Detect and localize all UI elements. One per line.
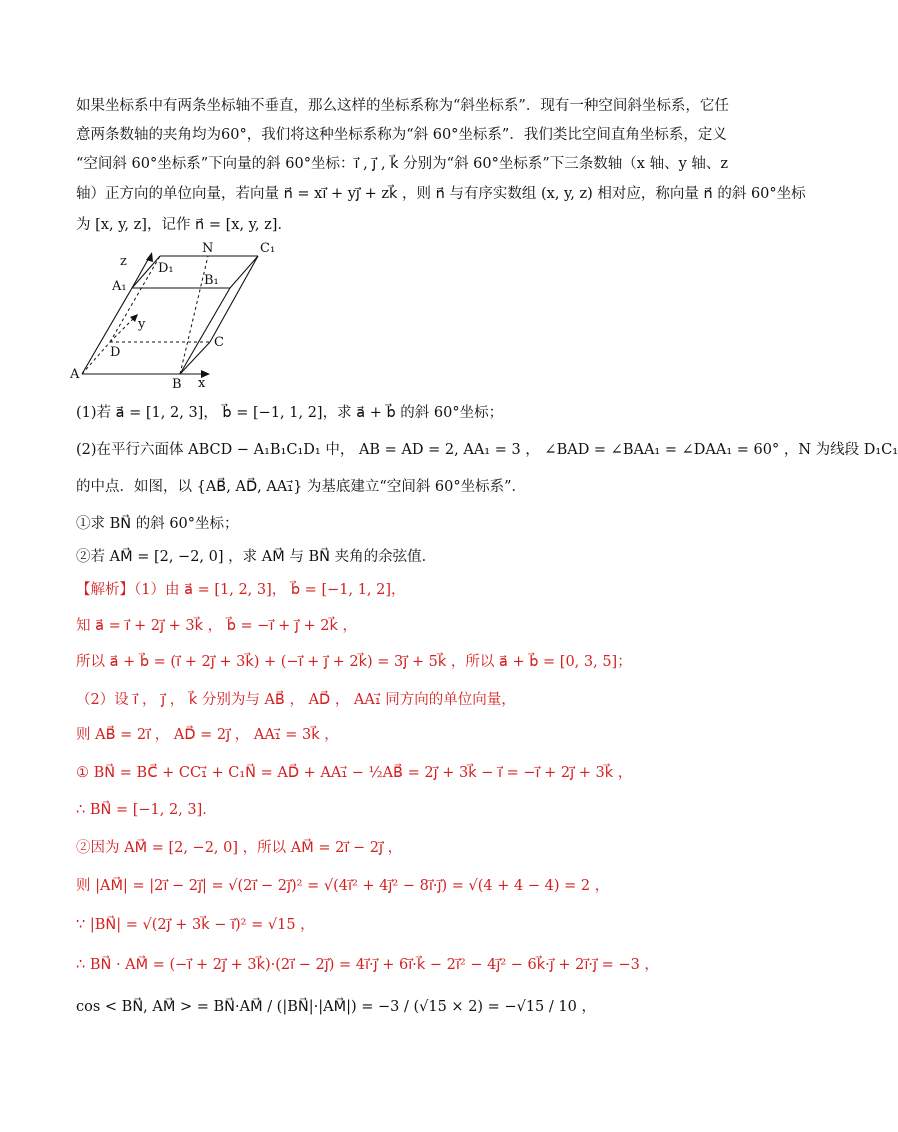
y-axis (110, 318, 134, 342)
parallelepiped-diagram (60, 238, 300, 392)
label-C: C (214, 335, 224, 350)
solution-label: 【解析】 (76, 582, 134, 598)
edge-B1C1 (230, 256, 258, 288)
label-D: D (110, 345, 121, 360)
label-z: z (120, 254, 127, 269)
solution-line-3: 所以 a⃗ + b⃗ = (i⃗ + 2j⃗ + 3k⃗) + (−i⃗ + j⃗ + 2k⃗) = 3j⃗ + 5k⃗ ，所以 a⃗ + b⃗ = [0, 3, 5]； (76, 654, 632, 670)
label-A1: A₁ (112, 279, 127, 294)
question-2-part-2: ②若 AM⃗ = [2, −2, 0] ，求 AM⃗ 与 BN⃗ 夹角的余弦值． (76, 549, 437, 565)
intro-line-2: 意两条数轴的夹角均为60°，我们将这种坐标系称为“斜 60°坐标系”．我们类比空间直角坐标系，定义 (76, 127, 727, 143)
question-2-line-2: 的中点．如图，以 {AB⃗, AD⃗, AA₁⃗} 为基底建立“空间斜 60°坐标系”． (76, 479, 527, 495)
label-A: A (70, 367, 80, 382)
label-x: x (198, 376, 206, 391)
solution-line-9: 则 |AM⃗| = |2i⃗ − 2j⃗| = √(2i⃗ − 2j⃗)² = √(4i⃗² + 4j⃗² − 8i⃗·j⃗) = √(4 + 4 − 4) = 2 ， (76, 878, 610, 894)
solution-line-11: ∴ BN⃗ · AM⃗ = (−i⃗ + 2j⃗ + 3k⃗)·(2i⃗ − 2j⃗) = 4i⃗·j⃗ + 6i⃗·k⃗ − 2i⃗² − 4j⃗² − 6k⃗·j⃗ + 2i⃗·j⃗ = −3 ， (76, 957, 659, 973)
intro-line-5: 为 [x, y, z]，记作 n⃗ = [x, y, z]． (76, 217, 292, 233)
edge-AA1 (82, 288, 132, 374)
label-D1: D₁ (158, 261, 174, 276)
edge-A1D1 (132, 256, 160, 288)
question-2-part-1: ①求 BN⃗ 的斜 60°坐标； (76, 516, 239, 532)
solution-line-4: （2）设 i⃗ ， j⃗ ， k⃗ 分别为与 AB⃗ ， AD⃗ ， AA₁⃗ 同方向的单位向量， (76, 692, 516, 708)
edge-AD (82, 342, 110, 374)
question-1: (1)若 a⃗ = [1, 2, 3]， b⃗ = [−1, 1, 2]，求 a⃗ + b⃗ 的斜 60°坐标； (76, 405, 504, 421)
label-N: N (202, 241, 214, 256)
label-C1: C₁ (260, 241, 276, 256)
label-B1: B₁ (204, 273, 219, 288)
y-arrowhead (130, 314, 138, 322)
solution-step-1: （1）由 a⃗ = [1, 2, 3]， b⃗ = [−1, 1, 2]， (134, 582, 406, 598)
edge-DD1 (110, 256, 160, 342)
edge-BC (180, 342, 210, 374)
solution-line-5: 则 AB⃗ = 2i⃗ ， AD⃗ = 2j⃗ ， AA₁⃗ = 3k⃗ ， (76, 727, 339, 743)
solution-line-8: ②因为 AM⃗ = [2, −2, 0] ，所以 AM⃗ = 2i⃗ − 2j⃗ ， (76, 840, 403, 856)
solution-line-10: ∵ |BN⃗| = √(2j⃗ + 3k⃗ − i⃗)² = √15 ， (76, 917, 315, 933)
label-y: y (138, 317, 146, 332)
solution-line-12: cos < BN⃗, AM⃗ > = BN⃗·AM⃗ / (|BN⃗|·|AM⃗|) = −3 / (√15 × 2) = −√15 / 10 ， (76, 999, 596, 1015)
intro-line-1: 如果坐标系中有两条坐标轴不垂直，那么这样的坐标系称为“斜坐标系”．现有一种空间斜坐标系，它任 (76, 98, 729, 114)
solution-line-2: 知 a⃗ = i⃗ + 2j⃗ + 3k⃗ ， b⃗ = −i⃗ + j⃗ + 2k⃗ ， (76, 618, 357, 634)
edge-BB1 (180, 288, 230, 374)
solution-line-7: ∴ BN⃗ = [−1, 2, 3]． (76, 802, 217, 818)
label-B: B (172, 377, 182, 392)
solution-line-6: ① BN⃗ = BC⃗ + CC₁⃗ + C₁N⃗ = AD⃗ + AA₁⃗ − ½AB⃗ = 2j⃗ + 3k⃗ − i⃗ = −i⃗ + 2j⃗ + 3k⃗ ， (76, 765, 633, 781)
intro-line-3: “空间斜 60°坐标系”下向量的斜 60°坐标：i⃗ , j⃗ , k⃗ 分别为“斜 60°坐标系”下三条数轴（x 轴、y 轴、z (76, 156, 729, 172)
edge-CC1 (210, 256, 258, 342)
question-2-line-1: (2)在平行六面体 ABCD − A₁B₁C₁D₁ 中， AB = AD = 2, AA₁ = 3 ， ∠BAD = ∠BAA₁ = ∠DAA₁ = 60° ，N 为线段 D₁C₁ (76, 442, 898, 458)
intro-line-4: 轴）正方向的单位向量，若向量 n⃗ = xi⃗ + yj⃗ + zk⃗ ，则 n⃗ 与有序实数组 (x, y, z) 相对应，称向量 n⃗ 的斜 60°坐标 (76, 186, 806, 202)
z-axis (132, 256, 150, 288)
solution-line-1 (76, 580, 406, 600)
